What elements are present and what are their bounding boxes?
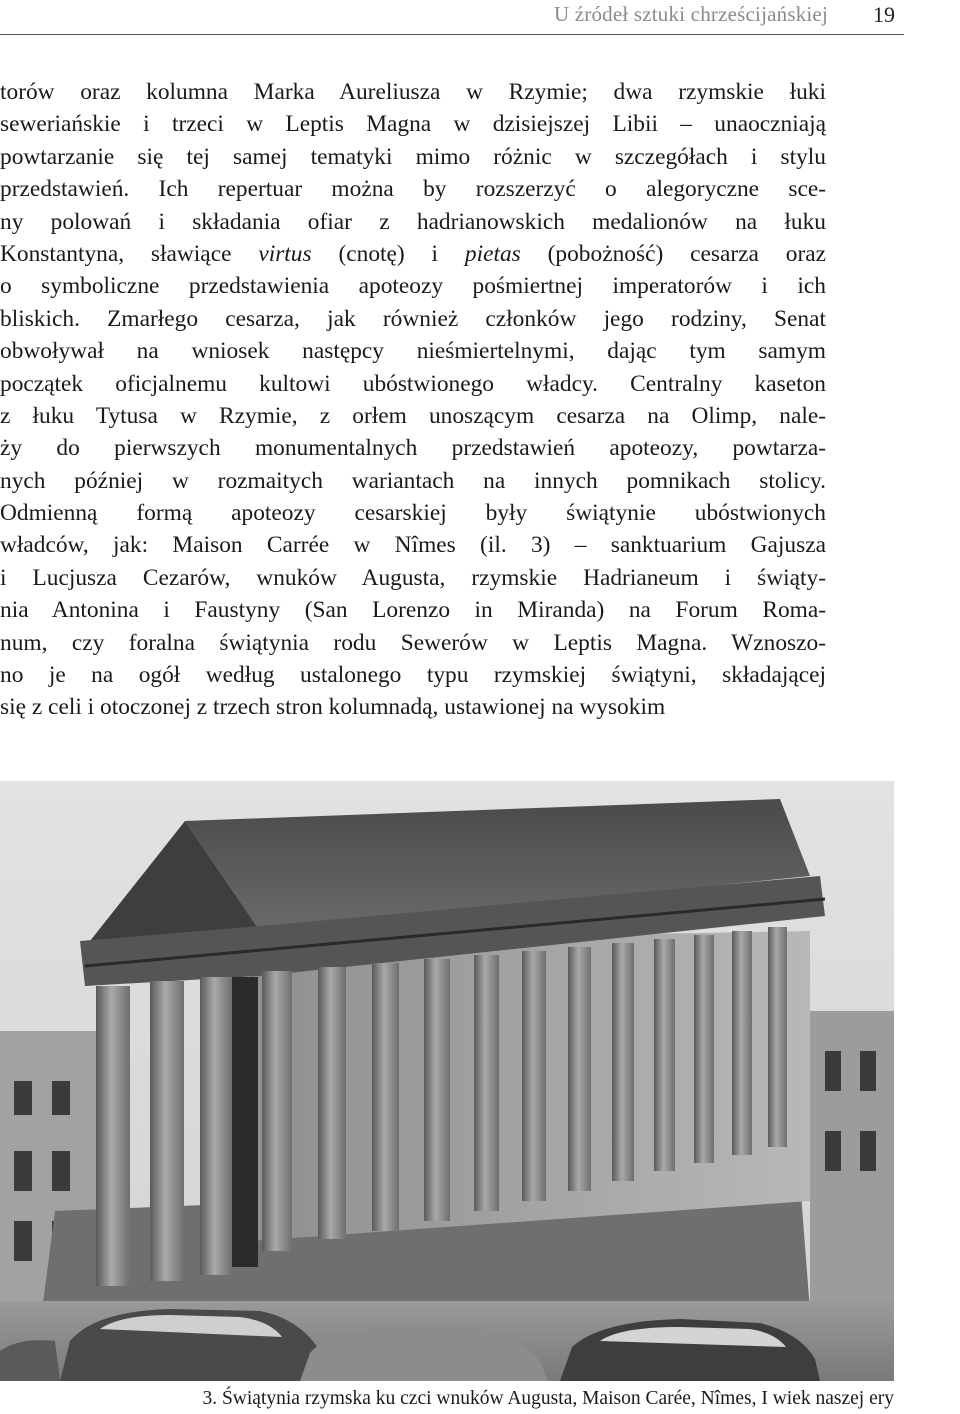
body-line: num, czy foralna świątynia rodu Sewerów w Leptis Magna. Wznoszo- [0, 629, 826, 656]
body-line: i Lucjusza Cezarów, wnuków Augusta, rzymskie Hadrianeum i świąty- [0, 564, 826, 591]
body-line: obwoływał na wniosek następcy nieśmiertelnymi, dając tym samym [0, 338, 826, 365]
body-line: powtarzanie się tej samej tematyki mimo różnic w szczegółach i stylu [0, 143, 826, 170]
body-line: ży do pierwszych monumentalnych przedstawień apoteozy, powtarza- [0, 435, 826, 462]
body-line: o symboliczne przedstawienia apoteozy pośmiertnej imperatorów i ich [0, 273, 826, 300]
body-line: nia Antonina i Faustyny (San Lorenzo in Miranda) na Forum Roma- [0, 597, 826, 624]
body-line: z łuku Tytusa w Rzymie, z orłem unoszącym cesarza na Olimp, nale- [0, 402, 826, 429]
temple-photo [0, 781, 894, 1381]
body-line: początek oficjalnemu kultowi ubóstwionego władcy. Centralny kaseton [0, 370, 826, 397]
body-line: torów oraz kolumna Marka Aureliusza w Rzymie; dwa rzymskie łuki [0, 79, 826, 105]
running-head [0, 0, 960, 36]
body-text [0, 76, 826, 724]
running-title: U źródeł sztuki chrześcijańskiej [553, 2, 828, 26]
body-line: władców, jak: Maison Carrée w Nîmes (il. 3) – sanktuarium Gajusza [0, 532, 826, 559]
body-line: bliskich. Zmarłego cesarza, jak również członków jego rodziny, Senat [0, 305, 826, 332]
body-line: Konstantyna, sławiące virtus (cnotę) i pietas (pobożność) cesarza oraz [0, 240, 826, 267]
body-line: Odmienną formą apoteozy cesarskiej były świątynie ubóstwionych [0, 500, 826, 527]
page-number: 19 [873, 2, 895, 27]
body-line: ny polowań i składania ofiar z hadrianowskich medalionów na łuku [0, 208, 826, 235]
body-line: seweriańskie i trzeci w Leptis Magna w dzisiejszej Libii – unaoczniają [0, 111, 826, 138]
body-line: się z celi i otoczonej z trzech stron kolumnadą, ustawionej na wysokim [0, 694, 666, 721]
body-line: przedstawień. Ich repertuar można by rozszerzyć o alegoryczne sce- [0, 176, 826, 203]
figure-caption: 3. Świątynia rzymska ku czci wnuków Augusta, Maison Carée, Nîmes, I wiek naszej ery [202, 1388, 894, 1409]
header-rule [0, 34, 904, 35]
body-line: nych później w rozmaitych wariantach na innych pomnikach stolicy. [0, 467, 826, 494]
body-line: no je na ogół według ustalonego typu rzymskiej świątyni, składającej [0, 662, 826, 689]
